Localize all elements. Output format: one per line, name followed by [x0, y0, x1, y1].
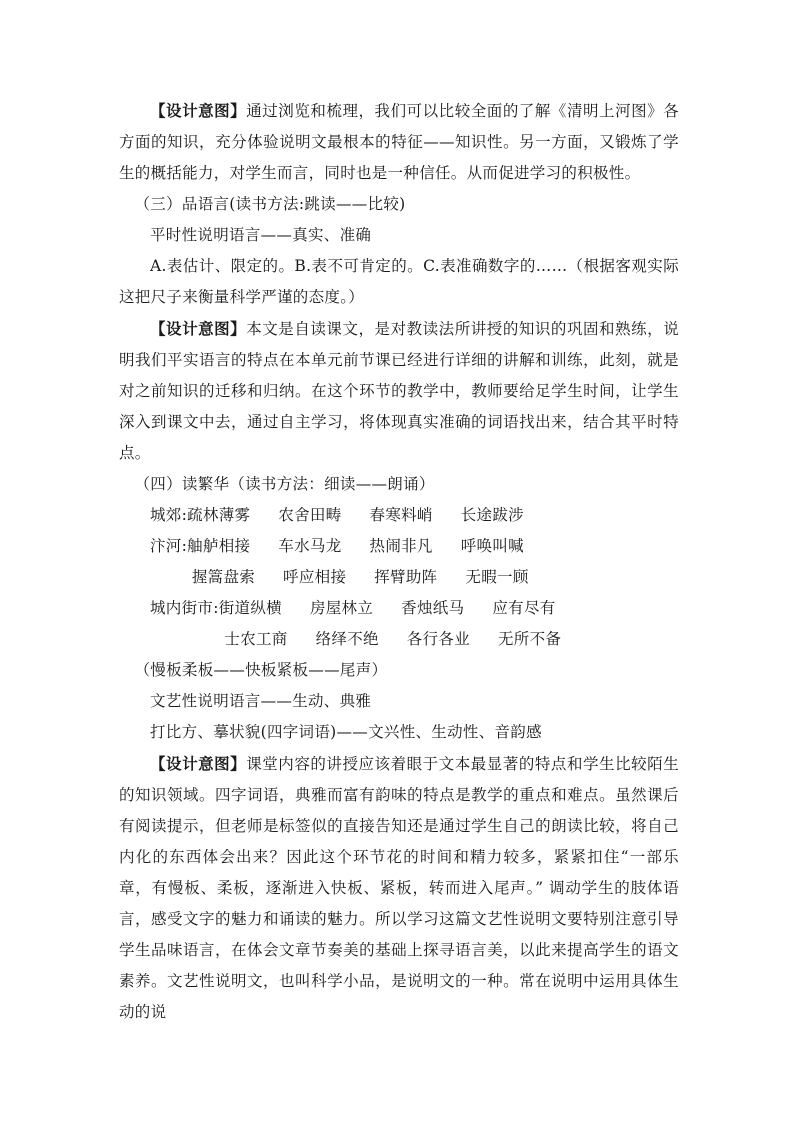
word-item: 香烛纸马: [401, 599, 465, 617]
section-heading-4: （四）读繁华（读书方法：细读——朗诵）: [134, 475, 435, 493]
word-item: 挥臂助阵: [374, 568, 438, 586]
bian-river-row-2: [119, 562, 679, 593]
word-item: 无暇一顾: [465, 568, 529, 586]
design-intent-paragraph-3: [119, 748, 679, 1028]
city-street-label: 城内街市:: [150, 599, 219, 617]
word-item: 热闹非凡: [369, 537, 433, 555]
word-item: 应有尽有: [492, 599, 556, 617]
design-intent-text: 课堂内容的讲授应该着眼于文本最显著的特点和学生比较陌生的知识领域。四字词语，典雅而富有韵味的特点是教学的重点和难点。虽然课后有阅读提示，但老师是标签似的直接告知还是通过学生自己的朗读比较，将自己内化的东西体会出来？因此这个环节花的时间和精力较多，紧紧扣住“一部乐章，有慢板、柔板，逐渐进入快板、紧板，转而进入尾声。” 调动学生的肢体语言，感受文字的魅力和诵读的魅力。所以学习这篇文艺性说明文要特别注意引导学生品味语言，在体会文章节奏美的基础上探寻语言美，以此来提高学生的语文素养。文艺性说明文，也叫科学小品，是说明文的一种。常在说明中运用具体生动的说: [119, 755, 679, 1021]
design-intent-paragraph-1: [119, 95, 679, 189]
design-intent-text: 本文是自读课文，是对教读法所讲授的知识的巩固和熟练，说明我们平实语言的特点在本单元前节课已经进行详细的讲解和训练，此刻，就是对之前知识的迁移和归纳。在这个环节的教学中，教师要给足学生时间，让学生深入到课文中去，通过自主学习，将体现真实准确的词语找出来，结合其平时特点。: [119, 320, 679, 462]
city-street-row-1: [119, 593, 679, 624]
word-item: 络绎不绝: [315, 630, 379, 648]
word-item: 房屋林立: [309, 599, 374, 617]
city-street-row-2: [119, 624, 679, 655]
design-intent-tag: 【设计意图】: [150, 101, 247, 120]
design-intent-paragraph-2: [119, 313, 679, 469]
suburb-row: [119, 500, 679, 531]
suburb-label: 城郊:: [150, 506, 188, 524]
rhythm-line: （慢板柔板——快板紧板——尾声）: [134, 661, 388, 679]
word-item: 春寒料峭: [369, 506, 433, 524]
word-item: 各行各业: [406, 630, 470, 648]
document-body: [119, 95, 679, 1028]
design-intent-tag: 【设计意图】: [150, 754, 247, 773]
word-item: 呼应相接: [283, 568, 347, 586]
art-methods-line: 打比方、摹状貌(四字词语)——文兴性、生动性、音韵感: [150, 723, 542, 741]
design-intent-text: 通过浏览和梳理，我们可以比较全面的了解《清明上河图》各方面的知识，充分体验说明文最根本的特征——知识性。另一方面，又锻炼了学生的概括能力，对学生而言，同时也是一种信任。从而促进学习的积极性。: [119, 102, 679, 182]
word-item: 无所不备: [498, 630, 562, 648]
word-item: 舳舻相接: [187, 537, 251, 555]
word-item: 农舍田畴: [278, 506, 342, 524]
design-intent-tag: 【设计意图】: [150, 319, 247, 338]
word-item: 呼唤叫喊: [460, 537, 524, 555]
art-language-line: 文艺性说明语言——生动、典雅: [150, 692, 372, 710]
word-item: 长途跋涉: [460, 506, 524, 524]
word-item: 疏林薄雾: [187, 506, 251, 524]
section-heading-3: （三）品语言(读书方法:跳读——比较): [134, 195, 406, 213]
abc-paragraph: A.表估计、限定的。B.表不可肯定的。C.表准确数字的……（根据客观实际这把尺子来衡量科学严谨的态度。）: [119, 257, 679, 306]
word-item: 握篙盘索: [191, 568, 256, 586]
word-item: 街道纵横: [218, 599, 282, 617]
plain-language-line: 平时性说明语言——真实、准确: [150, 226, 372, 244]
bian-river-row-1: [119, 531, 679, 562]
word-item: 车水马龙: [278, 537, 342, 555]
word-item: 士农工商: [224, 630, 288, 648]
bian-river-label: 汴河:: [150, 537, 188, 555]
